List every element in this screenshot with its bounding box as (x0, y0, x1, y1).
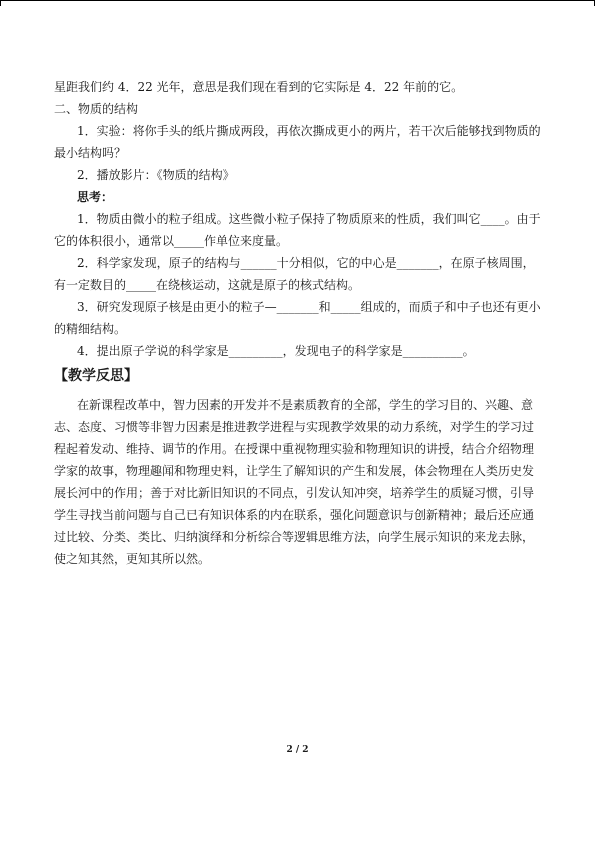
page-number: 2 / 2 (286, 745, 309, 755)
text-line: 它的体积很小，通常以_____作单位来度量。 (54, 234, 289, 248)
text-line: 学生寻找当前问题与自己已有知识体系的内在联系，强化问题意识与创新精神；最后还应通 (54, 508, 535, 522)
text-line: 星距我们约 4．22 光年，意思是我们现在看到的它实际是 4．22 年前的它。 (54, 80, 464, 94)
text-line: 4．提出原子学说的科学家是_________，发现电子的科学家是__________。 (77, 344, 475, 358)
text-line: 志、态度、习惯等非智力因素是推进教学进程与实现教学效果的动力系统，对学生的学习过 (54, 420, 535, 434)
text-line: 程起着发动、维持、调节的作用。在授课中重视物理实验和物理知识的讲授，结合介绍物理 (54, 442, 535, 456)
text-line: 2．科学家发现，原子的结构与______十分相似，它的中心是_______，在原子核周围， (77, 256, 535, 270)
text-line: 的精细结构。 (54, 322, 127, 336)
text-line: 有一定数目的_____在绕核运动，这就是原子的核式结构。 (54, 278, 361, 292)
text-line: 2．播放影片：《物质的结构》 (77, 168, 235, 182)
text-line: 学家的故事，物理趣闻和物理史料，让学生了解知识的产生和发展，体会物理在人类历史发 (54, 464, 535, 478)
top-rule (0, 0, 595, 1)
think-label: 思考： (77, 190, 114, 204)
section-heading: 二、物质的结构 (54, 102, 139, 116)
text-line: 展长河中的作用；善于对比新旧知识的不同点，引发认知冲突，培养学生的质疑习惯，引导 (54, 486, 535, 500)
text-line: 使之知其然，更知其所以然。 (54, 552, 211, 566)
text-line: 最小结构吗？ (54, 146, 127, 160)
text-line: 1．物质由微小的粒子组成。这些微小粒子保持了物质原来的性质，我们叫它____。由于 (77, 212, 541, 226)
text-line: 过比较、分类、类比、归纳演绎和分析综合等逻辑思维方法，向学生展示知识的来龙去脉， (54, 530, 535, 544)
reflection-heading: 【教学反思】 (54, 368, 138, 384)
top-rule-left-tick (0, 0, 1, 6)
text-line: 1．实验：将你手头的纸片撕成两段，再依次撕成更小的两片，若干次后能够找到物质的 (77, 124, 541, 138)
text-line: 在新课程改革中，智力因素的开发并不是素质教育的全部，学生的学习目的、兴趣、意 (77, 398, 534, 412)
text-line: 3．研究发现原子核是由更小的粒子—_______和_____组成的，而质子和中子也还有更小 (77, 300, 541, 314)
